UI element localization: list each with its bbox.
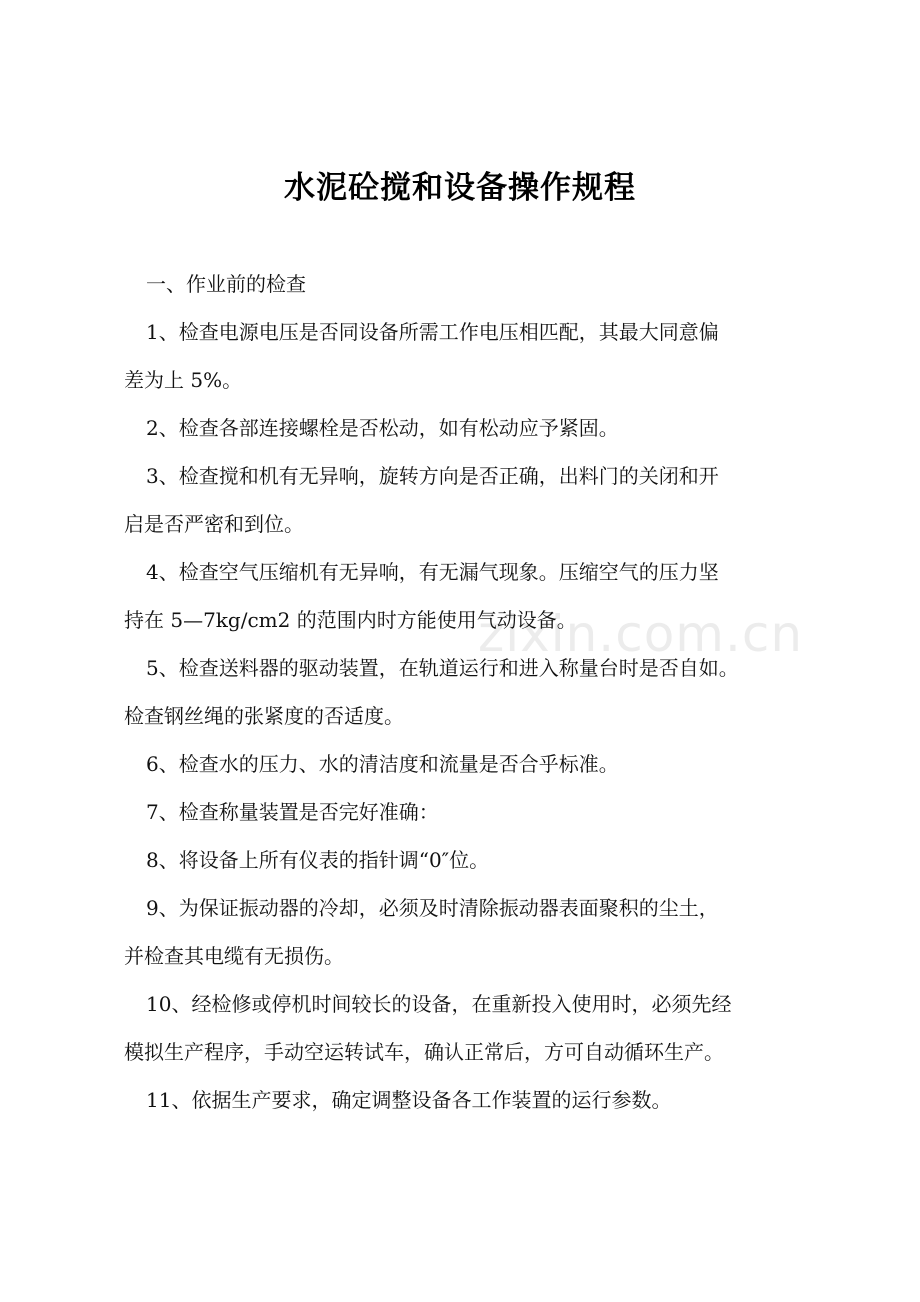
paragraph-line: 7、检查称量装置是否完好准确：: [146, 800, 439, 824]
paragraph-line: 检查钢丝绳的张紧度的否适度。: [124, 704, 404, 728]
paragraph-line: 1、检查电源电压是否同设备所需工作电压相匹配，其最大同意偏: [146, 320, 719, 344]
watermark: zixin.com.cn: [478, 605, 804, 663]
paragraph-line: 模拟生产程序，手动空运转试车，确认正常后，方可自动循环生产。: [124, 1040, 724, 1064]
paragraph-line: 8、将设备上所有仪表的指针调“0″位。: [146, 848, 490, 872]
paragraph-line: 并检查其电缆有无损伤。: [124, 944, 344, 968]
paragraph-line: 4、检查空气压缩机有无异响，有无漏气现象。压缩空气的压力坚: [146, 560, 719, 584]
paragraph-line: 11、依据生产要求，确定调整设备各工作装置的运行参数。: [146, 1088, 672, 1112]
paragraph-line: 6、检查水的压力、水的清洁度和流量是否合乎标准。: [146, 752, 619, 776]
paragraph-line: 启是否严密和到位。: [124, 512, 304, 536]
paragraph-line: 2、检查各部连接螺栓是否松动，如有松动应予紧固。: [146, 416, 619, 440]
paragraph-line: 5、检查送料器的驱动装置，在轨道运行和进入称量台时是否自如。: [146, 656, 739, 680]
paragraph-line: 持在 5—7kg/cm2 的范围内时方能使用气动设备。: [124, 608, 577, 632]
document-title: 水泥砼搅和设备操作规程: [284, 170, 636, 206]
paragraph-line: 差为上 5%。: [124, 368, 243, 392]
paragraph-line: 9、为保证振动器的冷却，必须及时清除振动器表面聚积的尘土，: [146, 896, 719, 920]
paragraph-line: 10、经检修或停机时间较长的设备，在重新投入使用时，必须先经: [146, 992, 732, 1016]
section-heading: 一、作业前的检查: [146, 272, 306, 296]
paragraph-line: 3、检查搅和机有无异响，旋转方向是否正确，出料门的关闭和开: [146, 464, 719, 488]
